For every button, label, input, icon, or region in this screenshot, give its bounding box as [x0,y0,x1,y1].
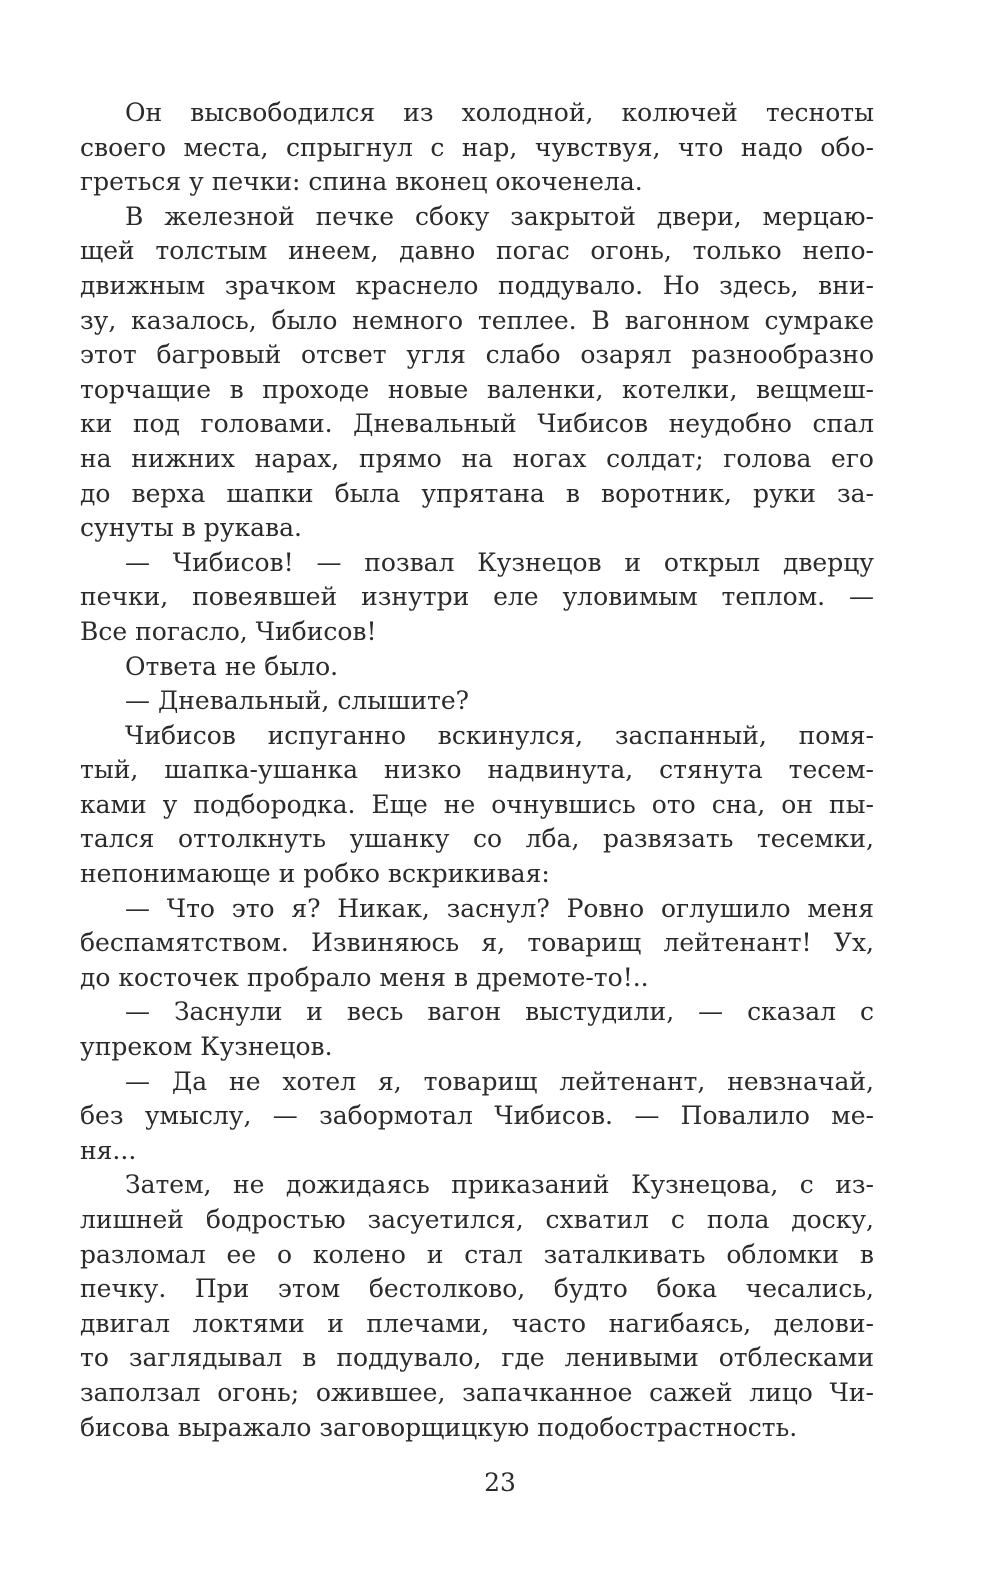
text-line: зу, казалось, было немного теплее. В вагонном сумраке [80,305,874,335]
text-line: непонимающе и робко вскрикивая: [80,859,550,889]
text-line: Он высвободился из холодной, колючей тесноты [125,98,874,127]
text-line: заползал огонь; ожившее, запачканное сажей лицо Чи- [80,1377,874,1407]
text-line: разломал ее о колено и стал заталкивать обломки в [80,1239,874,1269]
text-line: ками у подбородка. Еще не очнувшись ото сна, он пы- [80,789,874,819]
text-line: лишней бодростью засуетился, схватил с пола доску, [80,1205,874,1234]
text-line: греться у печки: спина вконец окоченела. [80,167,643,197]
text-line: этот багровый отсвет угля слабо озарял разнообразно [80,340,874,370]
text-line: упреком Кузнецов. [80,1032,333,1062]
text-line: беспамятством. Извиняюсь я, товарищ лейтенант! Ух, [80,928,874,958]
text-line: щей толстым инеем, давно погас огонь, только непо- [80,236,874,266]
text-line: печку. При этом бестолково, будто бока чесались, [80,1274,874,1304]
text-line: до верха шапки была упрятана в воротник, руки за- [80,478,874,508]
text-line: Все погасло, Чибисов! [80,616,377,646]
text-line: бисова выражало заговорщицкую подобострастность. [80,1412,798,1442]
text-line: ня... [80,1135,137,1165]
text-line: Ответа не было. [125,651,339,681]
text-line: тый, шапка-ушанка низко надвинута, стянута тесем- [80,755,874,785]
text-line: торчащие в проходе новые валенки, котелки, вещмеш- [80,374,874,404]
body-text [80,96,874,1445]
text-line: — Дневальный, слышите? [125,686,470,716]
text-line: без умыслу, — забормотал Чибисов. — Повалило ме- [80,1101,874,1131]
text-line: печки, повеявшей изнутри еле уловимым теплом. — [80,582,874,612]
text-line: В железной печке сбоку закрытой двери, мерцаю- [125,201,874,231]
text-line: то заглядывал в поддувало, где ленивыми отблесками [80,1343,874,1373]
text-line: своего места, спрыгнул с нар, чувствуя, что надо обо- [80,132,874,162]
text-line: на нижних нарах, прямо на ногах солдат; голова его [80,443,874,473]
text-line: — Чибисов! — позвал Кузнецов и открыл дверцу [125,547,874,577]
text-line: тался оттолкнуть ушанку со лба, развязать тесемки, [80,824,874,854]
text-line: сунуты в рукава. [80,513,302,543]
text-line: Затем, не дожидаясь приказаний Кузнецова, с из- [125,1170,874,1200]
text-line: до косточек пробрало меня в дремоте-то!.. [80,962,649,992]
text-line: — Да не хотел я, товарищ лейтенант, невзначай, [125,1066,874,1096]
text-line: — Заснули и весь вагон выстудили, — сказал с [125,997,874,1027]
text-line: — Что это я? Никак, заснул? Ровно оглушило меня [125,893,874,923]
text-line: двигал локтями и плечами, часто нагибаясь, делови- [80,1308,874,1338]
page-number: 23 [484,1468,516,1497]
text-line: ки под головами. Дневальный Чибисов неудобно спал [80,409,874,439]
text-line: движным зрачком краснело поддувало. Но здесь, вни- [80,270,874,300]
text-line: Чибисов испуганно вскинулся, заспанный, помя- [125,720,874,750]
